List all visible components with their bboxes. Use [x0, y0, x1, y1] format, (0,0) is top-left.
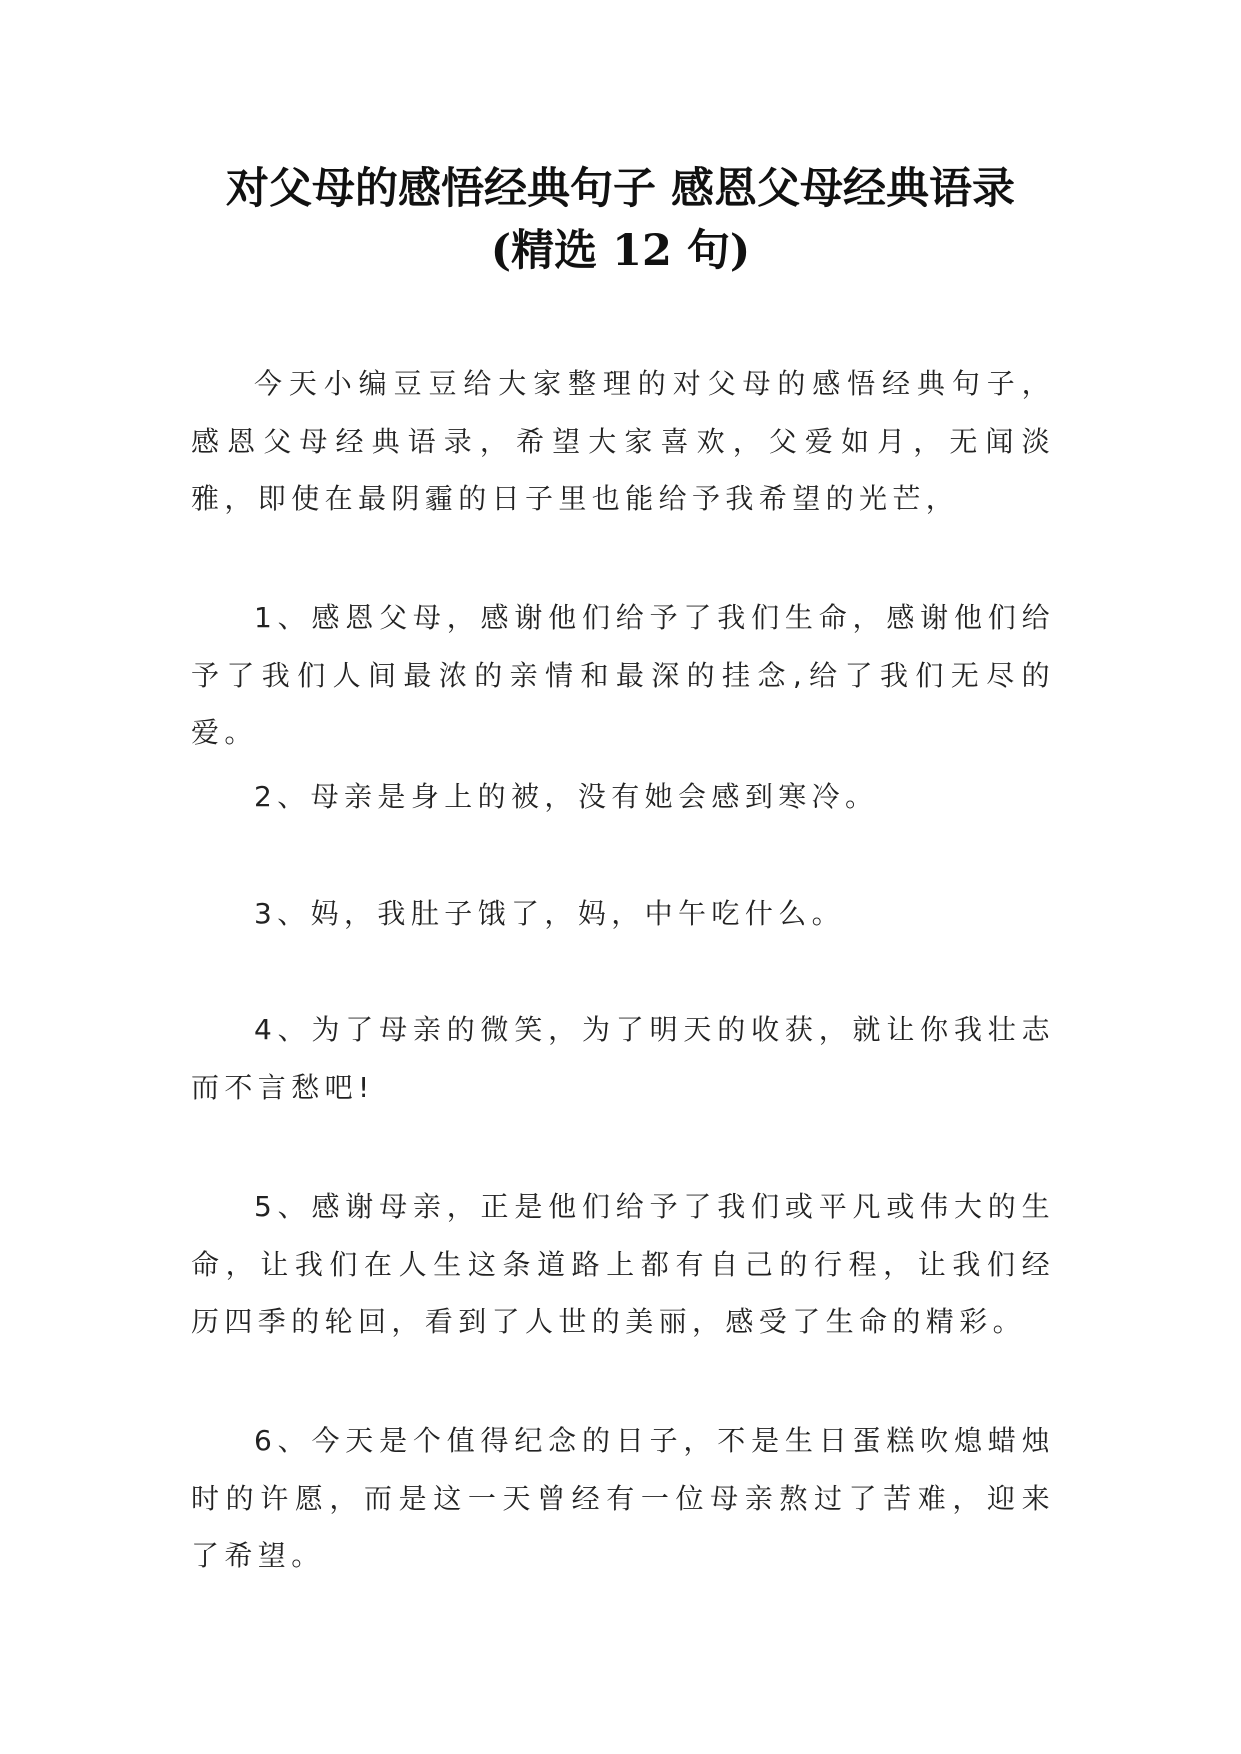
quote-item-1: 1、感恩父母，感谢他们给予了我们生命，感谢他们给予了我们人间最浓的亲情和最深的挂念,给了我们无尽的爱。 — [191, 601, 1055, 750]
intro-paragraph: 今天小编豆豆给大家整理的对父母的感悟经典句子，感恩父母经典语录，希望大家喜欢，父爱如月，无闻淡雅，即使在最阴霾的日子里也能给予我希望的光芒， — [191, 367, 1055, 516]
quote-item-2: 2、母亲是身上的被，没有她会感到寒冷。 — [254, 780, 879, 813]
quote-item-5: 5、感谢母亲，正是他们给予了我们或平凡或伟大的生命，让我们在人生这条道路上都有自己的行程，让我们经历四季的轮回，看到了人世的美丽，感受了生命的精彩。 — [191, 1190, 1055, 1339]
quote-item-3: 3、妈，我肚子饿了，妈，中午吃什么。 — [254, 897, 846, 930]
document-title: 对父母的感悟经典句子 感恩父母经典语录 — [226, 164, 1015, 214]
quote-item-4: 4、为了母亲的微笑，为了明天的收获，就让你我壮志而不言愁吧! — [191, 1013, 1055, 1104]
document-subtitle: (精选 12 句) — [490, 226, 751, 276]
quote-item-6: 6、今天是个值得纪念的日子，不是生日蛋糕吹熄蜡烛时的许愿，而是这一天曾经有一位母亲熬过了苦难，迎来了希望。 — [191, 1424, 1055, 1573]
